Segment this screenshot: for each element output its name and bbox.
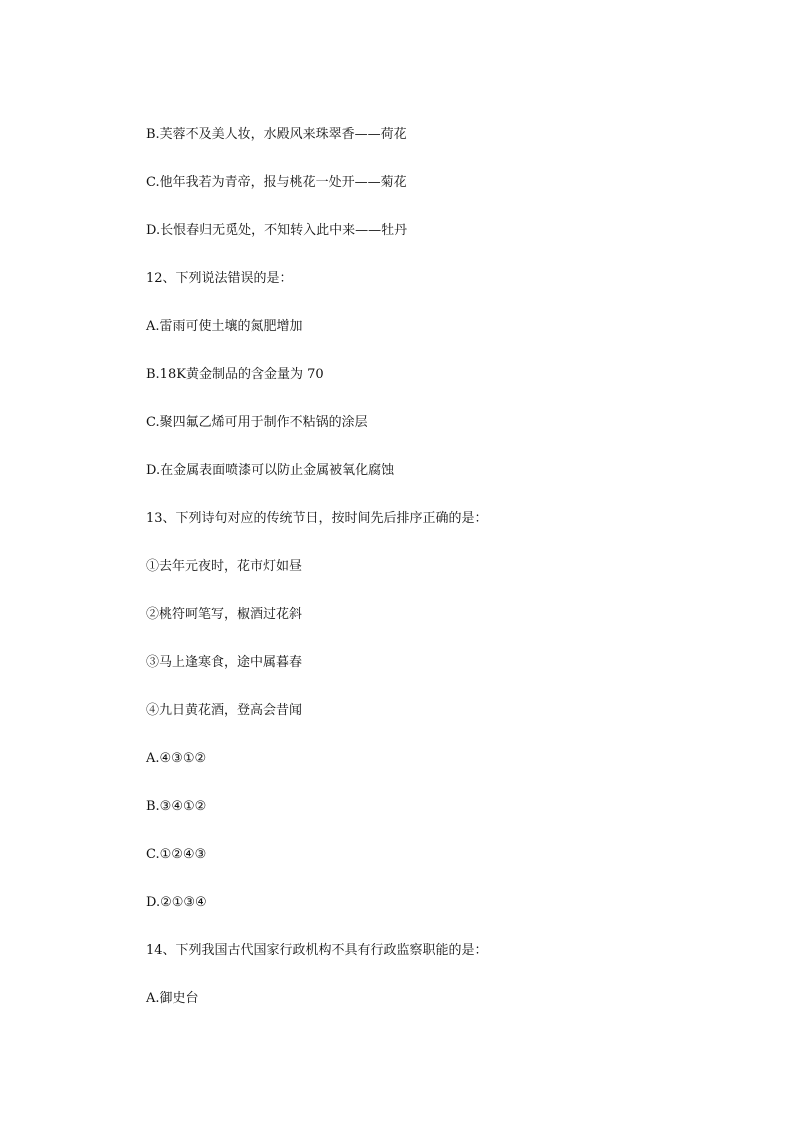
option-c-chrysanthemum: C.他年我若为青帝，报与桃花一处开——菊花 bbox=[146, 175, 407, 190]
question-12: 12、下列说法错误的是： bbox=[146, 271, 293, 286]
q13-option-b: B.③④①② bbox=[146, 799, 207, 814]
q14-option-a: A.御史台 bbox=[146, 991, 199, 1006]
q13-verse-2: ②桃符呵笔写，椒酒过花斜 bbox=[146, 607, 303, 622]
q13-option-c: C.①②④③ bbox=[146, 847, 207, 862]
option-b-lotus: B.芙蓉不及美人妆，水殿风来珠翠香——荷花 bbox=[146, 127, 407, 142]
q13-option-d: D.②①③④ bbox=[146, 895, 207, 910]
q13-verse-4: ④九日黄花酒，登高会昔闻 bbox=[146, 703, 303, 718]
q13-verse-1: ①去年元夜时，花市灯如昼 bbox=[146, 559, 303, 574]
question-14: 14、下列我国古代国家行政机构不具有行政监察职能的是： bbox=[146, 943, 488, 958]
q13-verse-3: ③马上逢寒食，途中属暮春 bbox=[146, 655, 303, 670]
question-13: 13、下列诗句对应的传统节日，按时间先后排序正确的是： bbox=[146, 511, 488, 526]
q13-option-a: A.④③①② bbox=[146, 751, 207, 766]
q12-option-a: A.雷雨可使土壤的氮肥增加 bbox=[146, 319, 303, 334]
option-d-peony: D.长恨春归无觅处，不知转入此中来——牡丹 bbox=[146, 223, 408, 238]
q12-option-d: D.在金属表面喷漆可以防止金属被氧化腐蚀 bbox=[146, 463, 395, 478]
q12-option-c: C.聚四氟乙烯可用于制作不粘锅的涂层 bbox=[146, 415, 368, 430]
q12-option-b: B.18K黄金制品的含金量为 70 bbox=[146, 367, 324, 382]
